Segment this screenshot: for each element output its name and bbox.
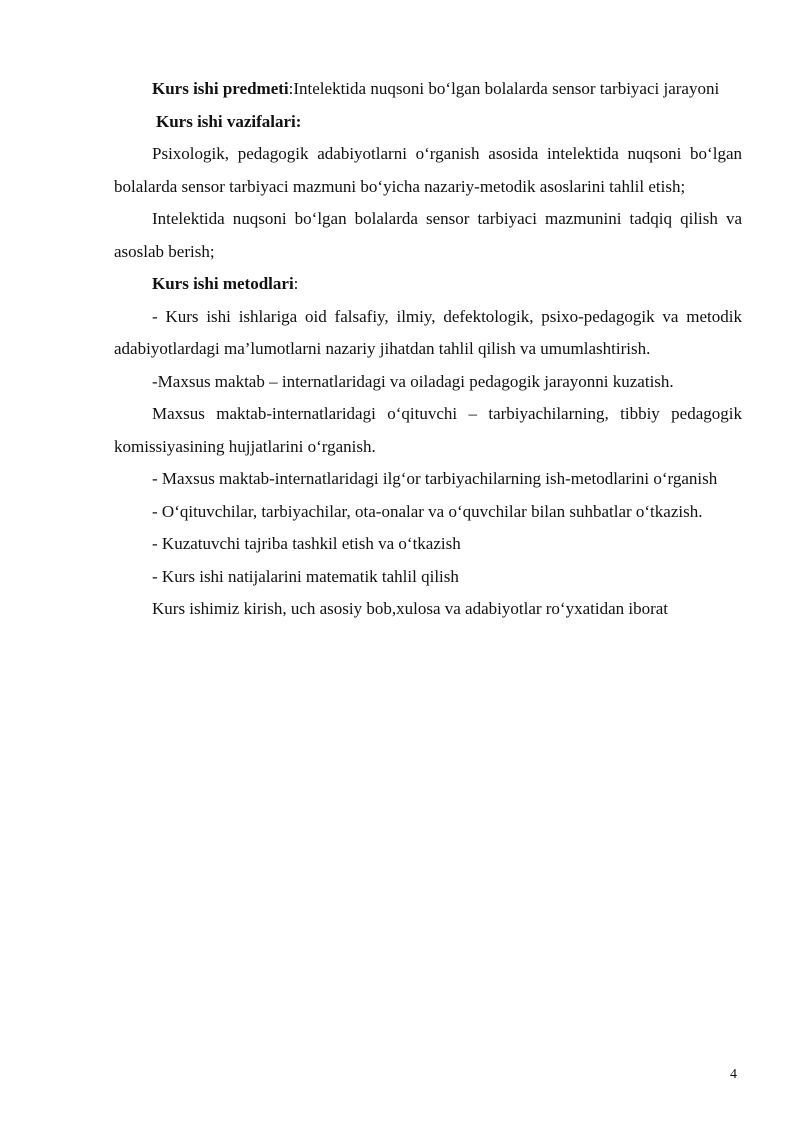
subject-label: Kurs ishi predmeti (152, 79, 289, 98)
methods-heading (114, 268, 742, 301)
subject-separator: : (288, 79, 294, 98)
structure-paragraph: Kurs ishimiz kirish, uch asosiy bob,xulosa va adabiyotlar ro‘yxatidan iborat (152, 599, 669, 618)
method-item: - O‘qituvchilar, tarbiyachilar, ota-onalar va o‘quvchilar bilan suhbatlar o‘tkazish. (152, 501, 703, 521)
method-item: - Kurs ishi ishlariga oid falsafiy, ilmiy, defektologik, psixo-pedagogik va metodik adabiyotlardagi ma’lumotlarni nazariy jihatdan tahlil qilish va umumlashtirish. (114, 306, 742, 358)
page-number: 4 (730, 1067, 737, 1082)
methods-heading-separator: : (293, 274, 299, 293)
method-item: Maxsus maktab-internatlaridagi o‘qituvchi – tarbiyachilarning, tibbiy pedagogik komissiyasining hujjatlarini o‘rganish. (114, 404, 742, 456)
tasks-heading: Kurs ishi vazifalari: (156, 111, 302, 131)
method-item: - Maxsus maktab-internatlaridagi ilg‘or tarbiyachilarning ish-metodlarini o‘rganish (152, 469, 718, 488)
subject-paragraph (114, 73, 742, 106)
methods-heading-label: Kurs ishi metodlari (152, 274, 294, 293)
task-item: Psixologik, pedagogik adabiyotlarni o‘rganish asosida intelektida nuqsoni bo‘lgan bolalarda sensor tarbiyaci mazmuni bo‘yicha nazariy-metodik asoslarini tahlil etish; (114, 144, 742, 196)
task-item: Intelektida nuqsoni bo‘lgan bolalarda sensor tarbiyaci mazmunini tadqiq qilish va asoslab berish; (114, 209, 742, 261)
method-item: -Maxsus maktab – internatlaridagi va oiladagi pedagogik jarayonni kuzatish. (152, 371, 674, 391)
document-body (114, 73, 742, 626)
method-item: - Kuzatuvchi tajriba tashkil etish va o‘tkazish (152, 534, 461, 553)
method-item: - Kurs ishi natijalarini matematik tahlil qilish (152, 566, 459, 586)
subject-text: Intelektida nuqsoni bo‘lgan bolalarda sensor tarbiyaci jarayoni (293, 79, 720, 98)
